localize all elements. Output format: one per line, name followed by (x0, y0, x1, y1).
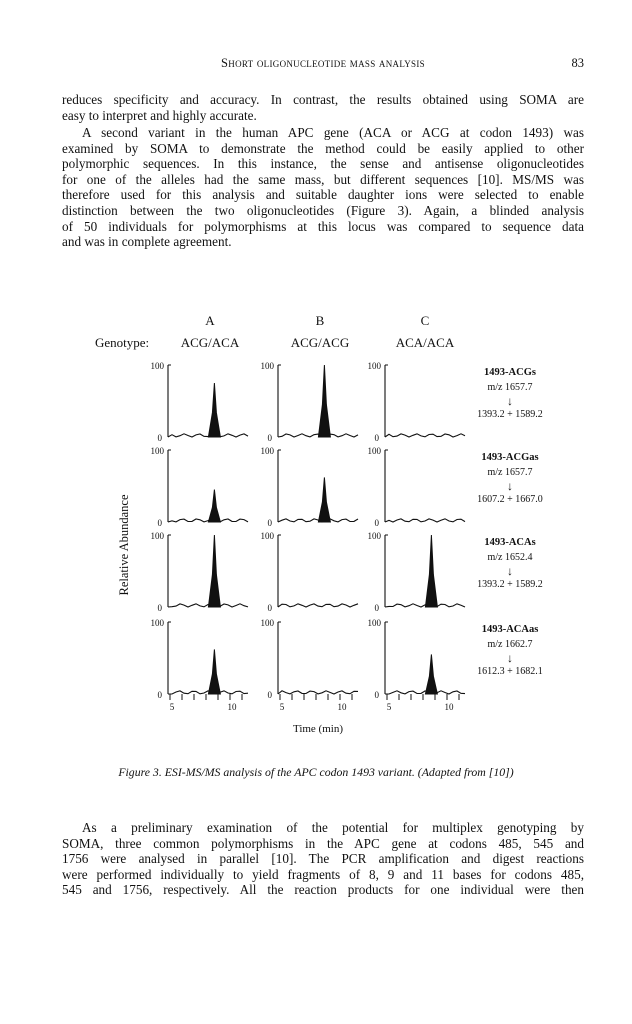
y-max-label: 100 (150, 446, 164, 456)
parent-mz: m/z 1652.4 (487, 552, 533, 563)
peak (208, 649, 220, 694)
transition-name: 1493-ACAs (484, 537, 536, 548)
y-min-label: 0 (374, 518, 379, 528)
daughter-ions: 1393.2 + 1589.2 (477, 579, 543, 590)
y-max-label: 100 (367, 446, 381, 456)
genotype-label: Genotype: (95, 335, 150, 350)
parent-mz: m/z 1662.7 (487, 639, 533, 650)
y-min-label: 0 (157, 690, 162, 700)
arrow-down-icon: ↓ (507, 651, 513, 665)
column-letter: B (315, 313, 325, 328)
y-axis-label: Relative Abundance (117, 494, 131, 596)
y-min-label: 0 (157, 603, 162, 613)
x-tick-label: 5 (386, 702, 392, 712)
daughter-ions: 1393.2 + 1589.2 (477, 409, 543, 420)
text-line: distinction between the two oligonucleotides (Figure 3). Again, a blinded analysis (62, 202, 584, 218)
text-line: 1756 were analysed in parallel [10]. The PCR amplification and digest reactions (62, 851, 584, 867)
y-min-label: 0 (157, 518, 162, 528)
y-min-label: 0 (267, 603, 272, 613)
column-genotype: ACA/ACA (395, 335, 455, 350)
parent-mz: m/z 1657.7 (487, 382, 533, 393)
peak (318, 365, 330, 437)
chromatogram-trace (168, 519, 248, 522)
x-tick-label: 5 (279, 702, 285, 712)
peak (425, 654, 437, 694)
y-min-label: 0 (267, 433, 272, 443)
transition-name: 1493-ACGas (481, 452, 539, 463)
text-line: easy to interpret and highly accurate. (62, 107, 257, 123)
y-max-label: 100 (150, 531, 164, 541)
text-line: polymorphic sequences. In this instance, the sense and antisense oligonucleotides (62, 156, 584, 172)
y-max-label: 100 (260, 361, 274, 371)
text-line: 545 and 1756, respectively. All the reaction products for one individual were then (62, 882, 584, 898)
y-max-label: 100 (260, 446, 274, 456)
x-axis-label: Time (min) (292, 723, 344, 735)
arrow-down-icon: ↓ (507, 479, 513, 493)
column-genotype: ACG/ACA (180, 335, 240, 350)
text-line: reduces specificity and accuracy. In contrast, the results obtained using SOMA are (62, 92, 584, 107)
text-line: for one of the alleles had the same mass, but different sequences [10]. MS/MS was (62, 171, 584, 187)
y-min-label: 0 (267, 518, 272, 528)
y-max-label: 100 (367, 531, 381, 541)
x-tick-label: 10 (227, 702, 237, 712)
text-line: were performed individually to yield fragments of 8, 9 and 11 bases for codons 485, (62, 866, 584, 882)
text-line: examined by SOMA to demonstrate the method could be easily applied to other (62, 140, 584, 156)
transition-name: 1493-ACAas (481, 624, 539, 635)
parent-mz: m/z 1657.7 (487, 467, 533, 478)
running-title: Short oligonucleotide mass analysis (221, 56, 425, 70)
y-min-label: 0 (374, 603, 379, 613)
y-max-label: 100 (367, 361, 381, 371)
daughter-ions: 1612.3 + 1682.1 (477, 666, 543, 677)
x-tick-label: 10 (337, 702, 347, 712)
text-line: As a preliminary examination of the potential for multiplex genotyping by (82, 820, 584, 835)
text-line: and was in complete agreement. (62, 234, 232, 250)
text-line: A second variant in the human APC gene (ACA or ACG at codon 1493) was (82, 125, 584, 140)
y-min-label: 0 (374, 433, 379, 443)
peak (318, 477, 330, 522)
y-min-label: 0 (157, 433, 162, 443)
text-line: of 50 individuals for polymorphisms at this locus was compared to sequence data (62, 218, 584, 234)
peak (208, 535, 220, 607)
column-letter: C (420, 313, 430, 328)
x-tick-label: 10 (444, 702, 454, 712)
peak (208, 383, 220, 437)
y-max-label: 100 (260, 531, 274, 541)
column-letter: A (205, 313, 215, 328)
y-max-label: 100 (150, 618, 164, 628)
x-tick-label: 5 (169, 702, 175, 712)
chromatogram-trace (385, 519, 465, 522)
transition-name: 1493-ACGs (484, 367, 536, 378)
y-max-label: 100 (150, 361, 164, 371)
y-max-label: 100 (260, 618, 274, 628)
column-genotype: ACG/ACG (290, 335, 350, 350)
arrow-down-icon: ↓ (507, 394, 513, 408)
peak (208, 490, 220, 522)
daughter-ions: 1607.2 + 1667.0 (477, 494, 543, 505)
chromatogram-trace (278, 691, 358, 694)
y-max-label: 100 (367, 618, 381, 628)
text-line: SOMA, three common polymorphisms in the APC gene at codons 485, 545 and (62, 835, 584, 851)
figure-caption: Figure 3. ESI-MS/MS analysis of the APC codon 1493 variant. (Adapted from [10]) (118, 765, 514, 779)
peak (425, 535, 437, 607)
arrow-down-icon: ↓ (507, 564, 513, 578)
y-min-label: 0 (374, 690, 379, 700)
y-min-label: 0 (267, 690, 272, 700)
paragraph-3 (62, 820, 584, 898)
chromatogram-trace (385, 434, 465, 437)
page-number: 83 (571, 56, 584, 70)
chromatogram-trace (278, 604, 358, 607)
text-line: therefore used for this analysis and suitable daughter ions were selected to enable (62, 187, 584, 203)
